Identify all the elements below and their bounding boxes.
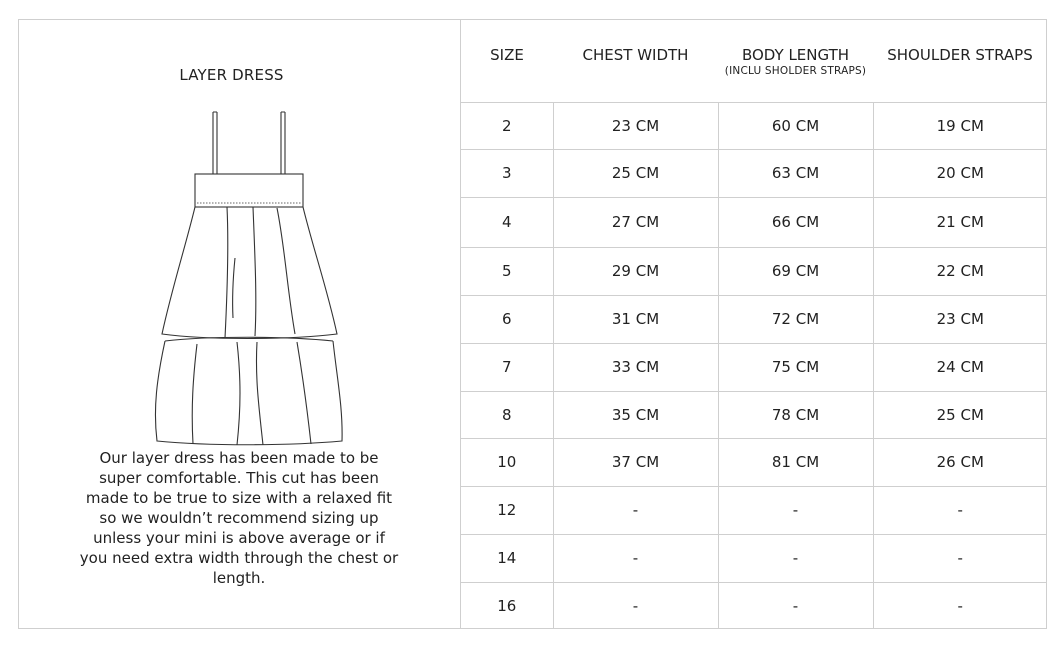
table-row bbox=[461, 149, 1047, 197]
cell-body-length: 81 CM bbox=[718, 438, 873, 486]
table-row bbox=[461, 582, 1047, 629]
table-row bbox=[461, 534, 1047, 582]
cell-shoulder-straps: 21 CM bbox=[873, 197, 1047, 247]
cell-chest-width: 33 CM bbox=[553, 343, 718, 391]
cell-shoulder-straps: 23 CM bbox=[873, 295, 1047, 343]
cell-chest-width: 37 CM bbox=[553, 438, 718, 486]
cell-chest-width: - bbox=[553, 486, 718, 534]
product-description: Our layer dress has been made to be super comfortable. This cut has been made to be true to size with a relaxed fit so we wouldn’t recommend sizing up unless your mini is above average or if you need extra width through the chest or length. bbox=[79, 449, 399, 587]
cell-body-length: 78 CM bbox=[718, 391, 873, 438]
cell-body-length: - bbox=[718, 486, 873, 534]
cell-shoulder-straps: 25 CM bbox=[873, 391, 1047, 438]
cell-shoulder-straps: 19 CM bbox=[873, 102, 1047, 149]
cell-chest-width: 29 CM bbox=[553, 247, 718, 295]
cell-size: 2 bbox=[461, 102, 553, 149]
cell-chest-width: 31 CM bbox=[553, 295, 718, 343]
cell-body-length: 75 CM bbox=[718, 343, 873, 391]
table-row bbox=[461, 438, 1047, 486]
cell-size: 14 bbox=[461, 534, 553, 582]
table-row bbox=[461, 197, 1047, 247]
table-row bbox=[461, 486, 1047, 534]
cell-chest-width: - bbox=[553, 534, 718, 582]
cell-size: 8 bbox=[461, 391, 553, 438]
header-chest-width: CHEST WIDTH bbox=[553, 20, 718, 102]
header-size: SIZE bbox=[461, 20, 553, 102]
table-row bbox=[461, 247, 1047, 295]
cell-body-length: 60 CM bbox=[718, 102, 873, 149]
header-body-length-label: BODY LENGTH bbox=[741, 46, 850, 64]
cell-size: 3 bbox=[461, 149, 553, 197]
dress-illustration bbox=[137, 108, 347, 448]
table-row bbox=[461, 295, 1047, 343]
cell-shoulder-straps: - bbox=[873, 534, 1047, 582]
size-guide bbox=[18, 19, 1047, 629]
cell-size: 10 bbox=[461, 438, 553, 486]
table-row bbox=[461, 391, 1047, 438]
table-header-row bbox=[461, 20, 1047, 102]
cell-chest-width: 27 CM bbox=[553, 197, 718, 247]
cell-shoulder-straps: 20 CM bbox=[873, 149, 1047, 197]
cell-body-length: 63 CM bbox=[718, 149, 873, 197]
product-title: LAYER DRESS bbox=[179, 66, 284, 84]
cell-size: 6 bbox=[461, 295, 553, 343]
table-row bbox=[461, 343, 1047, 391]
cell-shoulder-straps: - bbox=[957, 596, 963, 615]
cell-size: 16 bbox=[461, 582, 553, 629]
cell-body-length: 66 CM bbox=[718, 197, 873, 247]
header-shoulder-straps: SHOULDER STRAPS bbox=[873, 20, 1047, 102]
cell-body-length: 72 CM bbox=[718, 295, 873, 343]
cell-body-length: - bbox=[718, 534, 873, 582]
cell-shoulder-straps: 22 CM bbox=[873, 247, 1047, 295]
cell-size: 5 bbox=[461, 247, 553, 295]
size-chart-panel bbox=[461, 20, 1047, 628]
cell-chest-width: 35 CM bbox=[553, 391, 718, 438]
cell-size: 4 bbox=[461, 197, 553, 247]
cell-size: 12 bbox=[461, 486, 553, 534]
cell-shoulder-straps: 24 CM bbox=[873, 343, 1047, 391]
cell-chest-width: 23 CM bbox=[553, 102, 718, 149]
cell-shoulder-straps: - bbox=[873, 486, 1047, 534]
cell-size: 7 bbox=[461, 343, 553, 391]
cell-body-length: - bbox=[718, 582, 873, 629]
header-body-length-note: (INCLU SHOLDER STRAPS) bbox=[724, 65, 867, 77]
cell-shoulder-straps: 26 CM bbox=[873, 438, 1047, 486]
cell-body-length: 69 CM bbox=[718, 247, 873, 295]
cell-chest-width: - bbox=[553, 582, 718, 629]
table-row bbox=[461, 102, 1047, 149]
header-body-length bbox=[718, 20, 873, 102]
cell-chest-width: 25 CM bbox=[553, 149, 718, 197]
product-panel bbox=[19, 20, 461, 628]
size-chart-table bbox=[461, 20, 1047, 629]
